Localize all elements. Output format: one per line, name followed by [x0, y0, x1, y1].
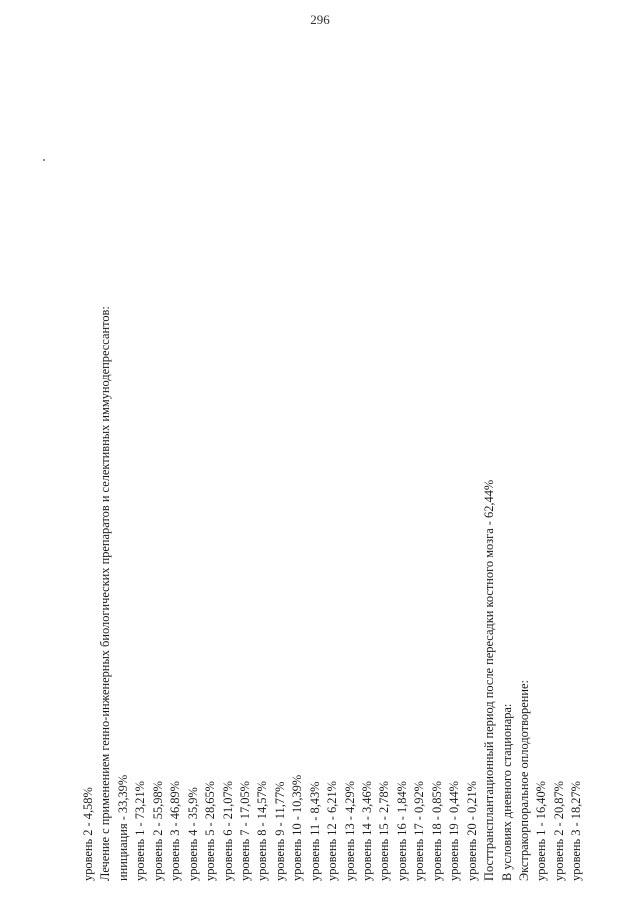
text-line: уровень 16 - 1,84% — [394, 781, 409, 881]
section-heading: Посттрансплантационный период после пересадки костного мозга - 62,44% — [482, 479, 497, 881]
text-line: уровень 14 - 3,46% — [360, 781, 374, 881]
page-number: 296 — [310, 12, 330, 27]
text-line: уровень 10 - 10,39% — [290, 774, 305, 881]
text-line: уровень 18 - 0,85% — [429, 781, 444, 881]
text-line: уровень 5 - 28,65% — [203, 781, 218, 881]
text-line: уровень 1 - 16,40% — [534, 781, 549, 881]
text-line: уровень 7 - 17,05% — [237, 781, 252, 881]
text-line: уровень 9 - 11,77% — [272, 781, 287, 881]
text-line: уровень 17 - 0,92% — [412, 781, 427, 881]
scan-speck — [43, 159, 45, 161]
text-line: уровень 6 - 21,07% — [220, 781, 235, 881]
text-line: уровень 4 - 35,9% — [185, 787, 200, 881]
text-line: уровень 13 - 4,29% — [342, 781, 357, 881]
text-line: уровень 2 - 4,58% — [81, 787, 95, 881]
section-heading: Лечение с применением генно-инженерных биологических препаратов и селективных иммунодепрессантов: — [98, 306, 113, 881]
text-line: инициация - 33,39% — [115, 774, 130, 881]
text-line: уровень 8 - 14,57% — [255, 781, 270, 881]
text-line: уровень 2 - 55,98% — [150, 781, 165, 881]
text-line: уровень 20 - 0,21% — [464, 781, 479, 881]
text-line: уровень 15 - 2,78% — [377, 781, 392, 881]
text-line: уровень 2 - 20,87% — [551, 781, 566, 881]
section-heading: В условиях дневного стационара: — [499, 703, 514, 881]
text-line: уровень 1 - 73,21% — [133, 781, 148, 881]
text-line: уровень 12 - 6,21% — [325, 781, 340, 881]
text-line: уровень 19 - 0,44% — [447, 781, 462, 881]
text-line: уровень 3 - 18,27% — [569, 781, 584, 881]
text-line: уровень 11 - 8,43% — [307, 781, 322, 881]
rotated-text-block — [80, 141, 586, 881]
text-line: уровень 3 - 46,89% — [168, 781, 183, 881]
section-heading: Экстракорпоральное оплодотворение: — [516, 680, 531, 881]
